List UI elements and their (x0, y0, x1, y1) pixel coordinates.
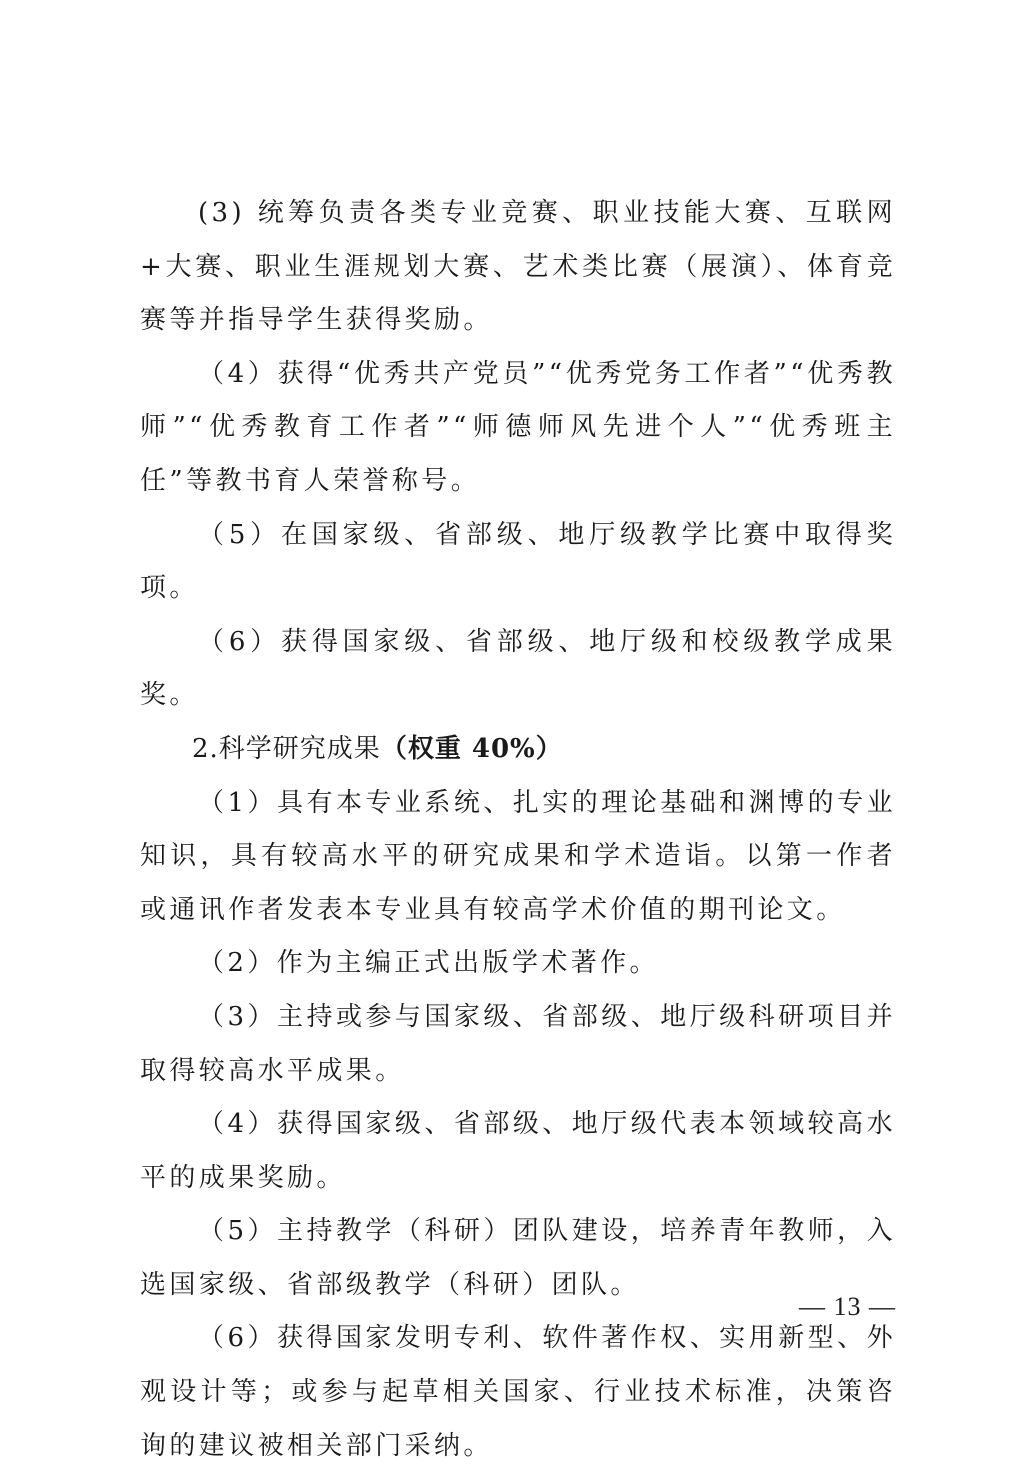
research-item-3: （3）主持或参与国家级、省部级、地厅级科研项目并取得较高水平成果。 (140, 1001, 896, 1086)
research-item-4: （4）获得国家级、省部级、地厅级代表本领域较高水平的成果奖励。 (140, 1109, 896, 1193)
section-heading-label: 2.科学研究成果 (192, 733, 381, 764)
section-heading (140, 723, 896, 777)
document-body (140, 187, 896, 1473)
research-item-1: （1）具有本专业系统、扎实的理论基础和渊博的专业知识，具有较高水平的研究成果和学术造诣。以第一作者或通讯作者发表本专业具有较高学术价值的期刊论文。 (140, 787, 896, 925)
research-item-5: （5）主持教学（科研）团队建设，培养青年教师，入选国家级、省部级教学（科研）团队。 (140, 1216, 896, 1300)
research-item-2: （2）作为主编正式出版学术著作。 (198, 948, 659, 979)
section-heading-weight: （权重 40%） (380, 733, 563, 764)
paragraph-item-6: （6）获得国家级、省部级、地厅级和校级教学成果奖。 (140, 626, 896, 711)
paragraph-item-3: (3) 统筹负责各类专业竞赛、职业技能大赛、互联网+大赛、职业生涯规划大赛、艺术类比赛（展演）、体育竞赛等并指导学生获得奖励。 (140, 198, 896, 336)
research-item-6: （6）获得国家发明专利、软件著作权、实用新型、外观设计等；或参与起草相关国家、行业技术标准，决策咨询的建议被相关部门采纳。 (140, 1323, 896, 1461)
paragraph-item-4: （4）获得“优秀共产党员”“优秀党务工作者”“优秀教师”“优秀教育工作者”“师德师风先进个人”“优秀班主任”等教书育人荣誉称号。 (140, 358, 896, 496)
paragraph-item-5: （5）在国家级、省部级、地厅级教学比赛中取得奖项。 (140, 519, 896, 604)
page-number: — 13 — (799, 1292, 896, 1321)
